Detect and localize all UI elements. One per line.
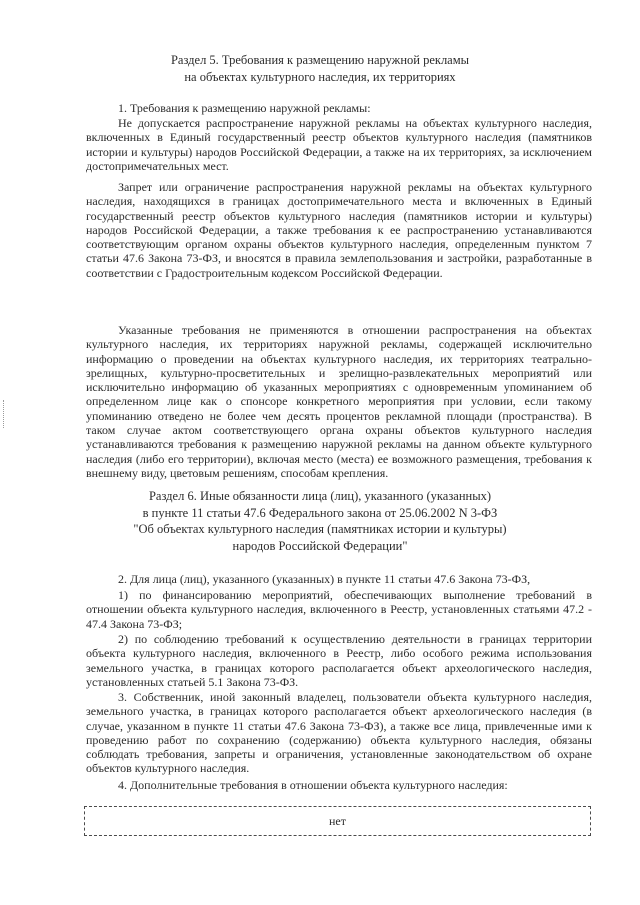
additional-requirements-box — [84, 806, 591, 836]
section6-title-line1: Раздел 6. Иные обязанности лица (лиц), указанного (указанных) — [148, 489, 492, 503]
paragraph-2: Запрет или ограничение распространения наружной рекламы на объектах культурного наследия, находящихся в границах достопримечательного места и включенных в Единый государственный реестр объектов культурного наследия (памятников истории и культуры) народов Российской Федерации, а также требования к ее распространению устанавливаются соответствующим органом охраны объектов культурного наследия, определенным пунктом 7 статьи 47.6 Закона 73-ФЗ, и вносятся в правила землепользования и застройки, разработанные в соответствии с Градостроительным кодексом Российской Федерации. — [86, 180, 592, 280]
item-2-subitem-2: 2) по соблюдению требований к осуществлению деятельности в границах территории объекта культурного наследия, включенного в Реестр, либо особого режима использования земельного участка, в границах которого располагается объект археологического наследия, установленных статьей 5.1 Закона 73-ФЗ. — [86, 632, 592, 689]
section6-title — [80, 488, 560, 554]
section5-title-line2: на объектах культурного наследия, их территориях — [184, 69, 456, 84]
item-2: 2. Для лица (лиц), указанного (указанных) в пункте 11 статьи 47.6 Закона 73-ФЗ, — [118, 572, 531, 586]
paragraph-1-heading: 1. Требования к размещению наружной рекламы: — [118, 101, 371, 115]
scan-margin-mark — [3, 400, 6, 428]
paragraph-1-body: Не допускается распространение наружной рекламы на объектах культурного наследия, включенных в Единый государственный реестр объектов культурного наследия (памятников истории и культуры) народов Российской Федерации, а также на их территориях, за исключением достопримечательных мест. — [86, 116, 592, 173]
additional-requirements-value: нет — [329, 813, 346, 828]
section6-title-line4: народов Российской Федерации" — [232, 538, 408, 553]
item-3: 3. Собственник, иной законный владелец, пользователи объекта культурного наследия, земельного участка, в границах которого располагается объект археологического наследия (в случае, указанном в пункте 11 статьи 47.6 Закона 73-ФЗ), а также все лица, привлеченные ими к проведению работ по сохранению (содержанию) объекта культурного наследия, обязаны соблюдать требования, запреты и ограничения, установленные законодательством об охране объектов культурного наследия. — [86, 690, 592, 776]
section5-title — [80, 52, 560, 85]
section6-title-line2: в пункте 11 статьи 47.6 Федерального закона от 25.06.2002 N 3-ФЗ — [142, 505, 498, 520]
section6-title-line3: "Об объектах культурного наследия (памятниках истории и культуры) — [133, 522, 507, 536]
item-4: 4. Дополнительные требования в отношении объекта культурного наследия: — [118, 778, 508, 792]
paragraph-3: Указанные требования не применяются в отношении распространения на объектах культурного наследия, их территориях наружной рекламы, содержащей исключительно информацию о проведении на объектах культурного наследия, их территориях театрально-зрелищных, культурно-просветительных и зрелищно-развлекательных мероприятий или исключительно информацию об указанных мероприятиях с одновременным упоминанием об определенном лице как о спонсоре конкретного мероприятия при условии, если такому упоминанию отведено не более чем десять процентов рекламной площади (пространства). В таком случае актом соответствующего органа охраны объектов культурного наследия устанавливаются требования к размещению наружной рекламы на данном объекте культурного наследия (либо его территории), включая место (места) ее возможного размещения, требования к внешнему виду, цветовым решениям, способам крепления. — [86, 323, 592, 480]
section5-title-line1: Раздел 5. Требования к размещению наружной рекламы — [170, 53, 470, 67]
item-2-subitem-1: 1) по финансированию мероприятий, обеспечивающих выполнение требований в отношении объекта культурного наследия, включенного в Реестр, установленных статьями 47.2 - 47.4 Закона 73-ФЗ; — [86, 588, 592, 631]
